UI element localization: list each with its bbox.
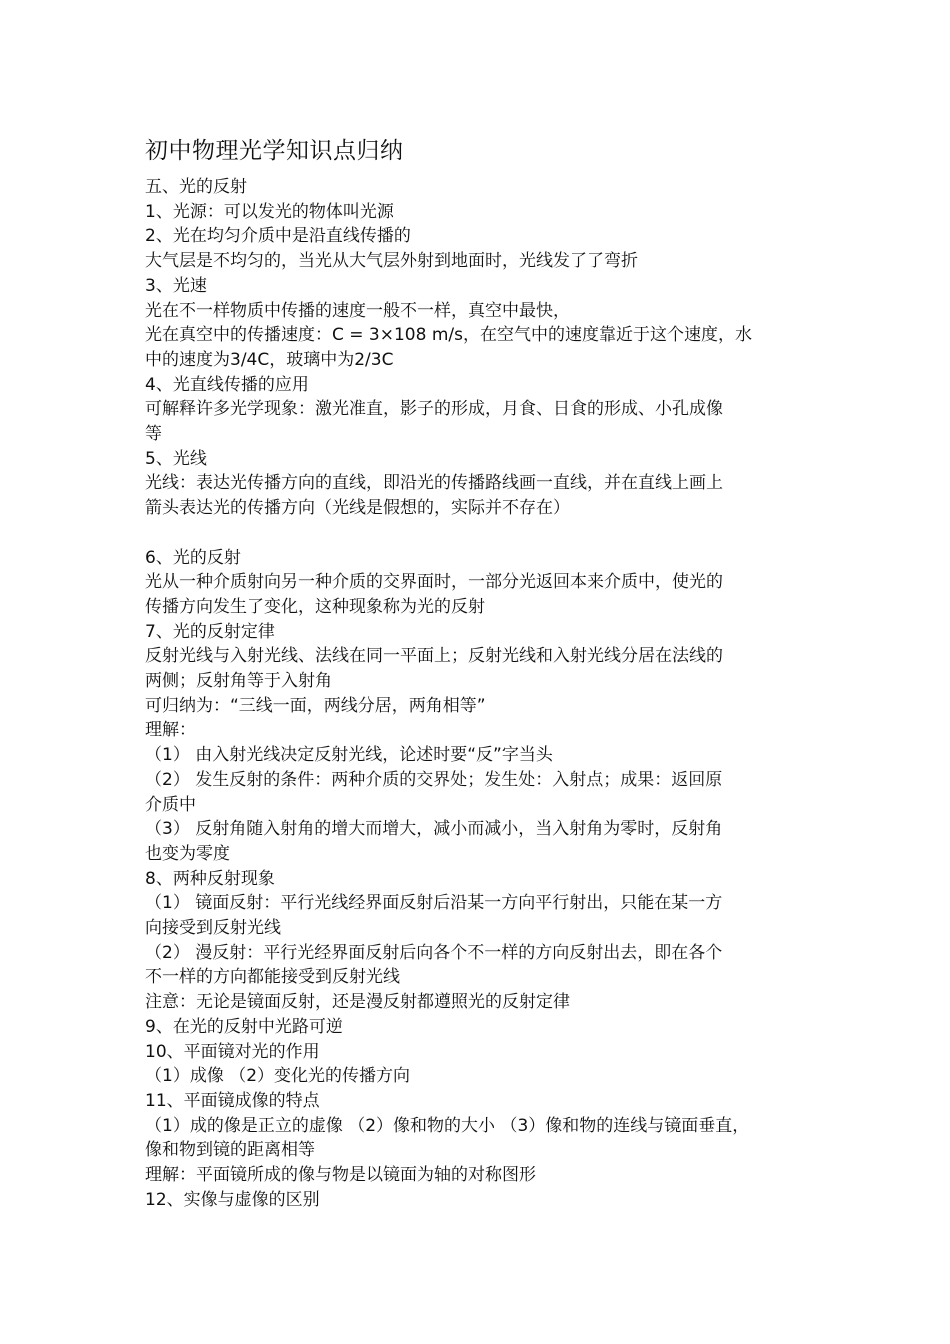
text-line: （1） 镜面反射：平行光线经界面反射后沿某一方向平行射出，只能在某一方 [145, 893, 723, 914]
text-line: 五、光的反射 [145, 177, 247, 197]
document-body [145, 136, 820, 1213]
text-line: 向接受到反射光线 [145, 918, 281, 939]
document-lines [145, 175, 820, 1213]
text-line: 理解：平面镜所成的像与物是以镜面为轴的对称图形 [145, 1165, 536, 1186]
text-line: 11、平面镜成像的特点 [145, 1091, 320, 1111]
text-line: 可解释许多光学现象：激光准直，影子的形成，月食、日食的形成、小孔成像 [145, 399, 723, 420]
text-line: 两侧；反射角等于入射角 [145, 671, 332, 692]
text-line: 箭头表达光的传播方向（光线是假想的，实际并不存在） [145, 498, 570, 519]
blank-line [145, 521, 820, 546]
text-line: 反射光线与入射光线、法线在同一平面上；反射光线和入射光线分居在法线的 [145, 646, 723, 667]
text-line: 大气层是不均匀的，当光从大气层外射到地面时，光线发了了弯折 [145, 251, 638, 272]
text-line: （1）成像 （2）变化光的传播方向 [145, 1066, 411, 1087]
text-line: 传播方向发生了变化，这种现象称为光的反射 [145, 596, 485, 617]
text-line: 9、在光的反射中光路可逆 [145, 1016, 343, 1037]
text-line: （1） 由入射光线决定反射光线，论述时要“反”字当头 [145, 745, 553, 766]
text-line: 等 [145, 424, 162, 445]
text-line: 像和物到镜的距离相等 [145, 1140, 315, 1161]
document-title: 初中物理光学知识点归纳 [145, 138, 404, 164]
text-line: 光线：表达光传播方向的直线，即沿光的传播路线画一直线，并在直线上画上 [145, 473, 723, 494]
text-line: 3、光速 [145, 275, 207, 296]
text-line: 5、光线 [145, 448, 207, 469]
text-line: 7、光的反射定律 [145, 621, 275, 642]
text-line: （1）成的像是正立的虚像 （2）像和物的大小 （3）像和物的连线与镜面垂直， [145, 1115, 750, 1136]
text-line: 理解： [145, 720, 196, 741]
text-line: 8、两种反射现象 [145, 868, 275, 889]
text-line: 不一样的方向都能接受到反射光线 [145, 967, 400, 988]
text-line: 注意：无论是镜面反射，还是漫反射都遵照光的反射定律 [145, 992, 570, 1013]
text-line: 光在真空中的传播速度：C = 3×108 m/s，在空气中的速度靠近于这个速度，水 [145, 325, 752, 346]
text-line: （2） 漫反射：平行光经界面反射后向各个不一样的方向反射出去，即在各个 [145, 942, 723, 963]
text-line: 中的速度为3/4C，玻璃中为2/3C [145, 349, 394, 370]
text-line: 介质中 [145, 794, 196, 815]
text-line: 12、实像与虚像的区别 [145, 1189, 320, 1210]
text-line: 可归纳为：“三线一面，两线分居，两角相等” [145, 695, 486, 716]
text-line: 2、光在均匀介质中是沿直线传播的 [145, 226, 411, 247]
text-line: （3） 反射角随入射角的增大而增大，减小而减小，当入射角为零时，反射角 [145, 819, 723, 840]
text-line: 1、光源：可以发光的物体叫光源 [145, 201, 394, 222]
text-line: 光在不一样物质中传播的速度一般不一样，真空中最快， [145, 300, 570, 321]
text-line: 4、光直线传播的应用 [145, 374, 309, 395]
text-line: 光从一种介质射向另一种介质的交界面时，一部分光返回本来介质中，使光的 [145, 572, 723, 593]
text-line: 6、光的反射 [145, 547, 241, 568]
text-line: （2） 发生反射的条件：两种介质的交界处；发生处：入射点；成果：返回原 [145, 769, 723, 790]
text-line: 10、平面镜对光的作用 [145, 1041, 320, 1062]
text-line: 也变为零度 [145, 843, 230, 864]
